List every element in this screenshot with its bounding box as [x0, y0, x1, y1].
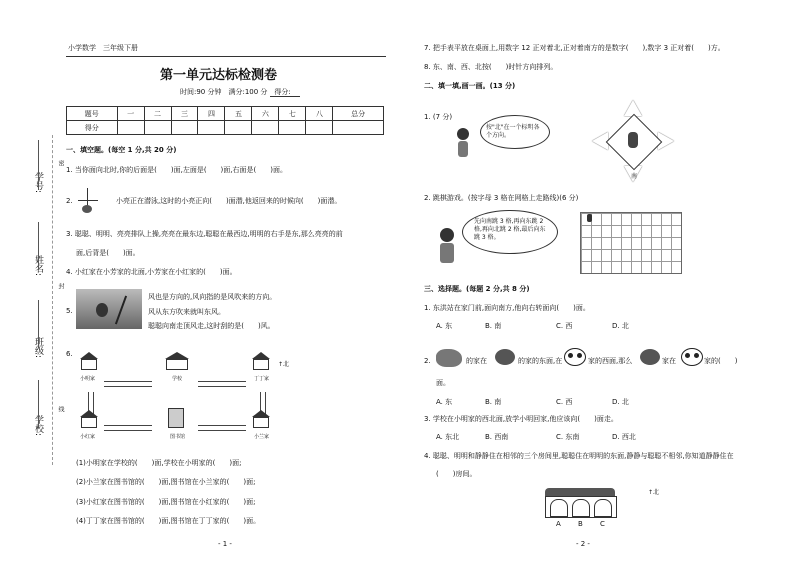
page-title: 第一单元达标检测卷 [160, 68, 278, 83]
table-cell: 七 [279, 107, 306, 121]
road [104, 425, 152, 431]
south-label: 南 [631, 173, 638, 180]
road [104, 381, 152, 387]
wind-illustration [76, 289, 142, 329]
choice-2-text: 家的( ) [704, 357, 738, 365]
question-8: 8. 东、南、西、北按( )时针方向排列。 [424, 63, 558, 71]
bear-icon [495, 349, 515, 365]
seal-mark: 密 [57, 160, 64, 166]
room-label: B [578, 520, 583, 528]
question-6-item: (1)小明家在学校的( )面,学校在小明家的( )面; [76, 459, 242, 467]
choice-option[interactable]: B. 西南 [485, 433, 509, 441]
table-cell: 题号 [67, 107, 118, 121]
room-label: A [556, 520, 561, 528]
table-cell[interactable] [252, 121, 279, 135]
choice-4-line1: 4. 聪聪、明明和静静住在相邻的三个房间里,聪聪住在明明的东面,静静与聪聪不相邻,你知道静静住在 [424, 452, 734, 460]
question-6-item: (3)小红家在图书馆的( )面,图书馆在小红家的( )面; [76, 498, 256, 506]
map-label: 丁丁家 [254, 376, 270, 382]
choice-option[interactable]: C. 东南 [556, 433, 580, 441]
house-icon [80, 352, 98, 370]
score-blank [270, 96, 300, 97]
page-number-right: - 2 - [576, 540, 590, 548]
score-table [66, 106, 384, 135]
room-label: C [600, 520, 605, 528]
question-r2: 2. 跳棋游戏。(按字母 3 格在网格上走路线)(6 分) [424, 194, 579, 202]
house-icon [252, 352, 270, 370]
bubble-text: 先向南跳 3 格,再向东跳 2 格,再向北跳 2 格,最后向东跳 3 格。 [474, 218, 546, 241]
table-cell: 三 [171, 107, 198, 121]
question-5-line: 风也是方向的,风向指的是风吹来的方向。 [148, 293, 277, 301]
map-label: 学校 [172, 376, 183, 382]
map-label: 小兰家 [254, 434, 270, 440]
question-2: 小亮正在潜泳,这时的小亮正向( )面潜,他返回来的时候向( )面潜。 [116, 197, 342, 205]
name-label: 姓名: [33, 255, 43, 277]
page-number-left: - 1 - [218, 540, 232, 548]
map-label: 图书馆 [170, 434, 186, 440]
question-1: 1. 当你面向北时,你的后面是( )面,左面是( )面,右面是( )面。 [66, 166, 287, 174]
question-5-number: 5. [66, 307, 73, 315]
choice-option[interactable]: D. 西北 [612, 433, 636, 441]
bubble-text: 按"北"在一个标明各个方向。 [486, 124, 540, 139]
boy-illustration [436, 228, 458, 266]
table-cell: 总分 [333, 107, 384, 121]
compass-north-icon: ↑北 [278, 361, 290, 368]
road [198, 381, 246, 387]
question-5-line: 风从东方吹来就叫东风。 [148, 308, 225, 316]
choice-option[interactable]: D. 北 [612, 322, 629, 330]
map-label: 小明家 [80, 376, 96, 382]
question-5-line: 聪聪向南走顶风走,这时刮的是( )风。 [148, 322, 275, 330]
question-6-number: 6. [66, 350, 73, 358]
table-cell[interactable] [117, 121, 144, 135]
number-label: 学号: [33, 172, 43, 194]
table-cell[interactable] [171, 121, 198, 135]
choice-2-text: 家在 [662, 357, 676, 365]
choice-option[interactable]: A. 东北 [436, 433, 460, 441]
table-cell: 八 [306, 107, 333, 121]
binding-line [52, 135, 53, 465]
table-cell[interactable] [333, 121, 384, 135]
house-icon [80, 410, 98, 428]
school-icon [165, 352, 189, 370]
table-cell: 五 [225, 107, 252, 121]
map-label: 小红家 [80, 434, 96, 440]
choice-2-end: 面。 [436, 379, 450, 387]
field-line [38, 140, 40, 190]
seal-mark: 线 [57, 406, 64, 412]
elephant-icon [436, 349, 462, 367]
compass-north-icon: ↑北 [648, 489, 660, 496]
question-6-item: (2)小兰家在图书馆的( )面,图书馆在小兰家的( )面; [76, 478, 256, 486]
choice-2-text: 家的西面,那么 [588, 357, 633, 365]
choice-option[interactable]: C. 西 [556, 322, 573, 330]
choice-option[interactable]: A. 东 [436, 398, 453, 406]
table-cell: 四 [198, 107, 225, 121]
field-line [38, 380, 40, 428]
field-line [38, 300, 40, 348]
question-7: 7. 把手表平放在桌面上,用数字 12 正对着北,正对着南方的是数字( ),数字 3 正对着( )方。 [424, 44, 725, 52]
question-2-number: 2. [66, 197, 73, 205]
table-cell[interactable] [144, 121, 171, 135]
question-4: 4. 小红家在小芳家的北面,小芳家在小红家的( )面。 [66, 268, 237, 276]
game-grid [580, 212, 682, 274]
choice-3: 3. 学校在小明家的西北面,放学小明回家,他应该向( )面走。 [424, 415, 618, 423]
question-3-line2: 面,后背是( )面。 [76, 249, 140, 257]
girl-illustration [454, 128, 472, 158]
choice-2-text: 的家的东面,在 [518, 357, 563, 365]
section-title: 三、选择题。(每题 2 分,共 8 分) [424, 285, 530, 293]
compass-figure [78, 188, 100, 214]
seal-mark: 封 [57, 283, 64, 289]
question-r1: 1. (7 分) [424, 113, 453, 121]
panda-icon [564, 348, 586, 366]
table-cell: 得分 [67, 121, 118, 135]
choice-option[interactable]: B. 南 [485, 322, 502, 330]
field-line [38, 222, 40, 270]
choice-2-text: 的家在 [466, 357, 487, 365]
section-title: 二、填一填,画一画。(13 分) [424, 82, 516, 90]
question-3-line1: 3. 聪聪、明明、亮亮排队上操,亮亮在最东边,聪聪在最西边,明明的右手是东,那么亮亮的前 [66, 230, 343, 238]
section-title: 一、填空题。(每空 1 分,共 20 分) [66, 146, 177, 154]
library-icon [168, 408, 184, 428]
choice-option[interactable]: D. 北 [612, 398, 629, 406]
table-cell: 二 [144, 107, 171, 121]
table-row [67, 107, 384, 121]
table-cell[interactable] [306, 121, 333, 135]
table-row [67, 121, 384, 135]
table-cell[interactable] [225, 121, 252, 135]
school-label: 学校: [33, 415, 43, 437]
table-cell: 六 [252, 107, 279, 121]
building-illustration [545, 488, 617, 518]
header-rule [66, 56, 386, 57]
road [198, 425, 246, 431]
table-cell: 一 [117, 107, 144, 121]
choice-option[interactable]: C. 西 [556, 398, 573, 406]
choice-4-line2: ( )房间。 [436, 470, 477, 478]
panda-icon [681, 348, 703, 366]
exam-meta: 时间:90 分钟 满分:100 分 得分: [180, 88, 291, 96]
class-label: 班级: [33, 337, 43, 359]
choice-1: 1. 东洪站在家门前,面向南方,他向右转面向( )面。 [424, 304, 590, 312]
choice-option[interactable]: B. 南 [485, 398, 502, 406]
header-subject: 小学数学 三年级下册 [68, 44, 138, 52]
table-cell[interactable] [198, 121, 225, 135]
choice-2-number: 2. [424, 357, 431, 365]
table-cell[interactable] [279, 121, 306, 135]
bear-icon [640, 349, 660, 365]
direction-figure [592, 100, 674, 182]
choice-option[interactable]: A. 东 [436, 322, 453, 330]
question-6-item: (4)丁丁家在图书馆的( )面,图书馆在丁丁家的( )面。 [76, 517, 261, 525]
pawn-icon [587, 214, 592, 222]
house-icon [252, 410, 270, 428]
